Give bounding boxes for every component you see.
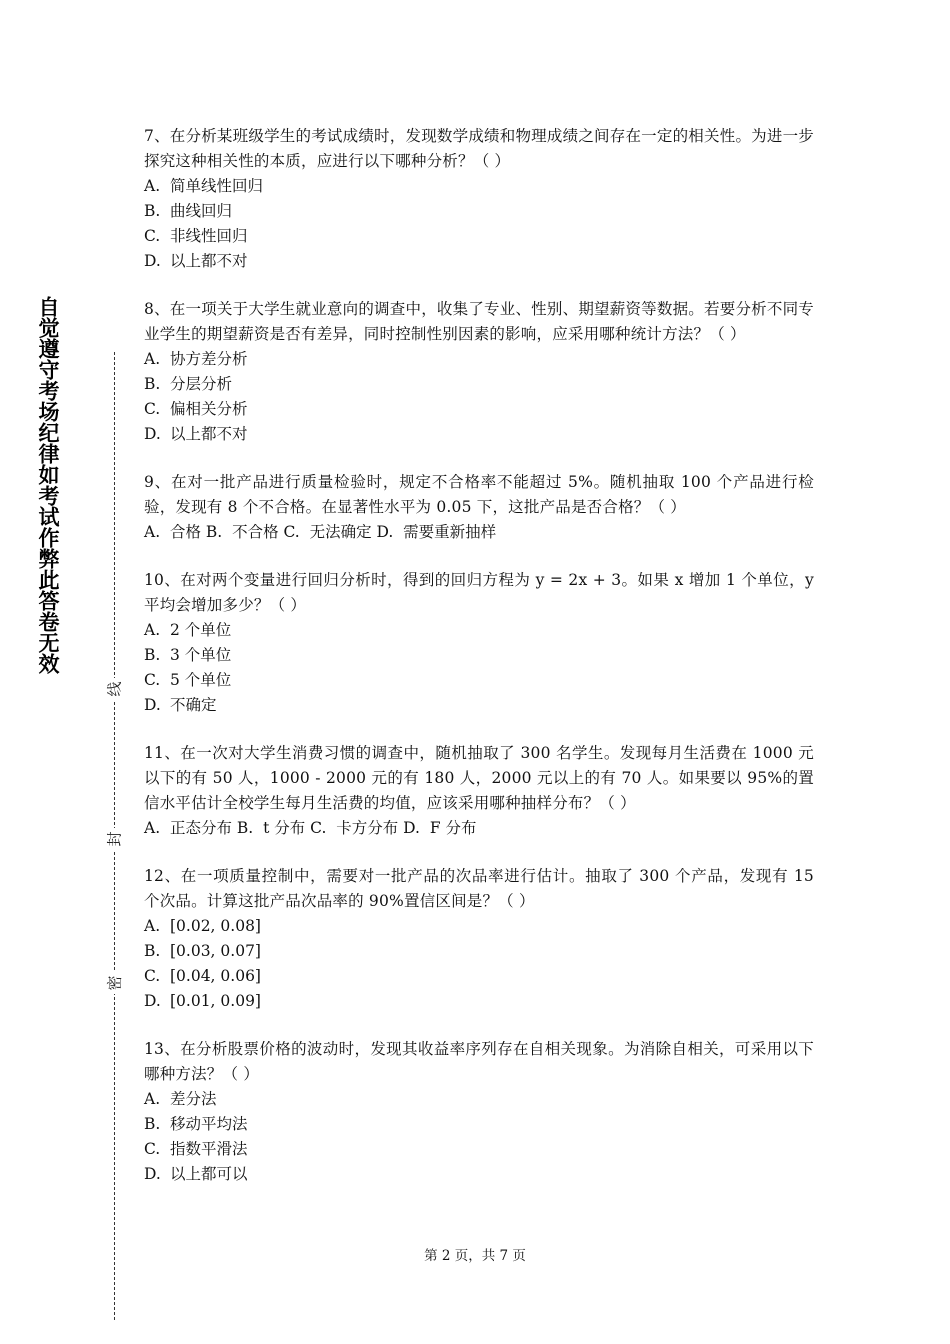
option-b: B. 3 个单位 xyxy=(144,646,232,664)
inline-options: A. 正态分布 B. t 分布 C. 卡方分布 D. F 分布 xyxy=(144,819,477,837)
option-a: A. 协方差分析 xyxy=(144,350,248,368)
question-8 xyxy=(144,297,814,447)
question-11 xyxy=(144,741,814,841)
page-number-footer: 第 2 页，共 7 页 xyxy=(424,1248,526,1264)
option-b: B. 分层分析 xyxy=(144,375,233,393)
option-b: B. 移动平均法 xyxy=(144,1115,248,1133)
option-d: D. 不确定 xyxy=(144,696,217,714)
question-stem: 12、在一项质量控制中，需要对一批产品的次品率进行估计。抽取了 300 个产品，发现有 15 个次品。计算这批产品次品率的 90%置信区间是？（ ） xyxy=(144,867,814,910)
option-c: C. 偏相关分析 xyxy=(144,400,248,418)
exam-discipline-notice: 自觉遵守考场纪律如考试作弊此答卷无效 xyxy=(36,296,60,674)
question-stem: 9、在对一批产品进行质量检验时，规定不合格率不能超过 5%。随机抽取 100 个产品进行检验，发现有 8 个不合格。在显著性水平为 0.05 下，这批产品是否合格？（ ） xyxy=(144,473,814,516)
option-a: A. 差分法 xyxy=(144,1090,217,1108)
option-c: C. [0.04, 0.06] xyxy=(144,967,261,985)
option-a: A. 简单线性回归 xyxy=(144,177,264,195)
option-b: B. 曲线回归 xyxy=(144,202,233,220)
inline-options: A. 合格 B. 不合格 C. 无法确定 D. 需要重新抽样 xyxy=(144,523,497,541)
binding-label-secret: 密 xyxy=(104,972,126,994)
option-d: D. 以上都不对 xyxy=(144,425,248,443)
question-stem: 8、在一项关于大学生就业意向的调查中，收集了专业、性别、期望薪资等数据。若要分析不同专业学生的期望薪资是否有差异，同时控制性别因素的影响，应采用哪种统计方法？（ ） xyxy=(144,300,814,343)
question-stem: 7、在分析某班级学生的考试成绩时，发现数学成绩和物理成绩之间存在一定的相关性。为进一步探究这种相关性的本质，应进行以下哪种分析？（ ） xyxy=(144,127,814,170)
option-a: A. [0.02, 0.08] xyxy=(144,917,261,935)
question-list xyxy=(144,124,814,1210)
option-d: D. 以上都不对 xyxy=(144,252,248,270)
binding-label-line: 线 xyxy=(104,678,126,700)
question-stem: 10、在对两个变量进行回归分析时，得到的回归方程为 y = 2x + 3。如果 x 增加 1 个单位，y 平均会增加多少？（ ） xyxy=(144,571,814,614)
option-c: C. 非线性回归 xyxy=(144,227,248,245)
question-9 xyxy=(144,470,814,545)
question-10 xyxy=(144,568,814,718)
option-c: C. 指数平滑法 xyxy=(144,1140,248,1158)
binding-label-seal: 封 xyxy=(104,828,126,850)
option-a: A. 2 个单位 xyxy=(144,621,232,639)
option-c: C. 5 个单位 xyxy=(144,671,232,689)
option-d: D. 以上都可以 xyxy=(144,1165,248,1183)
question-7 xyxy=(144,124,814,274)
question-12 xyxy=(144,864,814,1014)
question-stem: 13、在分析股票价格的波动时，发现其收益率序列存在自相关现象。为消除自相关，可采用以下哪种方法？（ ） xyxy=(144,1040,814,1083)
option-d: D. [0.01, 0.09] xyxy=(144,992,261,1010)
question-stem: 11、在一次对大学生消费习惯的调查中，随机抽取了 300 名学生。发现每月生活费在 1000 元以下的有 50 人，1000 - 2000 元的有 180 人，2000 元以上的有 70 人。如果要以 95%的置信水平估计全校学生每月生活费的均值，应该采用哪种抽样分布？（ ） xyxy=(144,744,814,812)
option-b: B. [0.03, 0.07] xyxy=(144,942,261,960)
question-13 xyxy=(144,1037,814,1187)
